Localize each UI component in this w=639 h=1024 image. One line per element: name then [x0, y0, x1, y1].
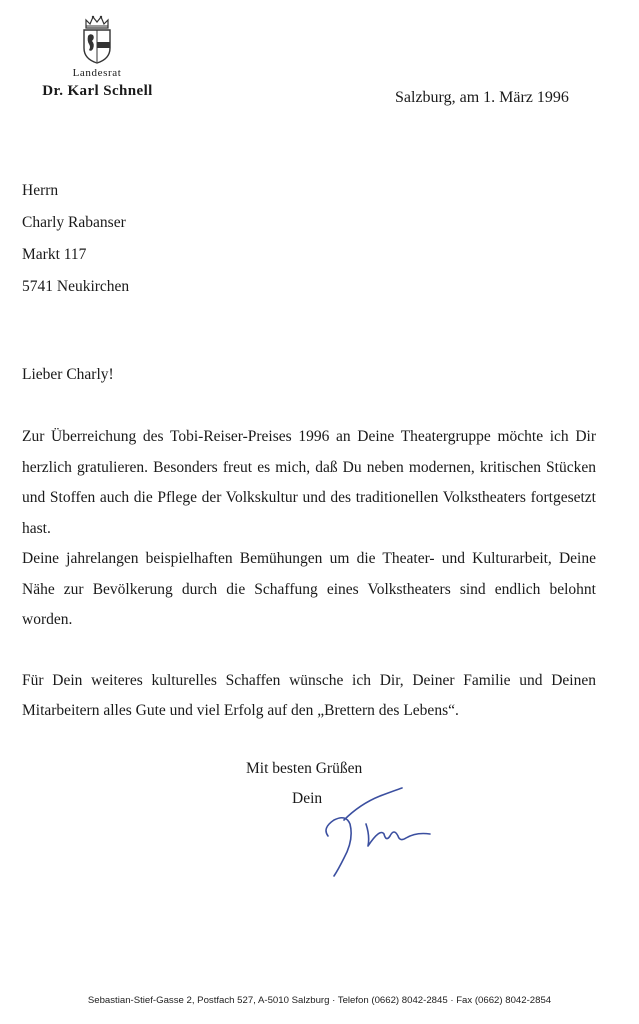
letter-body — [22, 422, 596, 727]
sender-name: Dr. Karl Schnell — [42, 83, 153, 99]
recipient-street: Markt 117 — [22, 246, 87, 263]
body-paragraph: Zur Überreichung des Tobi-Reiser-Preises 1996 an Deine Theatergruppe möchte ich Dir herzlich gratulieren. Besonders freut es mich, daß Du neben modernen, kritischen Stücken und Stoffen auch die Pflege der Volkskultur und des traditionellen Volkstheaters fortgesetzt hast. — [22, 428, 596, 537]
recipient-address — [22, 181, 129, 309]
sender-role: Landesrat — [72, 67, 122, 79]
recipient-salutation: Herrn — [22, 182, 59, 199]
closing-dein: Dein — [292, 790, 323, 807]
coat-of-arms-icon — [80, 14, 114, 64]
recipient-city: 5741 Neukirchen — [22, 278, 130, 295]
footer-address: Sebastian-Stief-Gasse 2, Postfach 527, A-5010 Salzburg · Telefon (0662) 8042-2845 · Fax (0662) 8042-2854 — [87, 995, 552, 1006]
date-line: Salzburg, am 1. März 1996 — [395, 89, 569, 106]
handwritten-signature-icon — [320, 784, 432, 882]
greeting: Lieber Charly! — [22, 366, 114, 383]
closing-regards: Mit besten Grüßen — [246, 760, 363, 777]
body-paragraph: Deine jahrelangen beispielhaften Bemühungen um die Theater- und Kulturarbeit, Deine Nähe zur Bevölkerung durch die Schaffung eines Volkstheaters sind endlich belohnt worden. — [22, 550, 596, 628]
recipient-name: Charly Rabanser — [22, 214, 126, 231]
body-paragraph: Für Dein weiteres kulturelles Schaffen wünsche ich Dir, Deiner Familie und Deinen Mitarbeitern alles Gute und viel Erfolg auf den „Brettern des Lebens“. — [22, 671, 596, 719]
